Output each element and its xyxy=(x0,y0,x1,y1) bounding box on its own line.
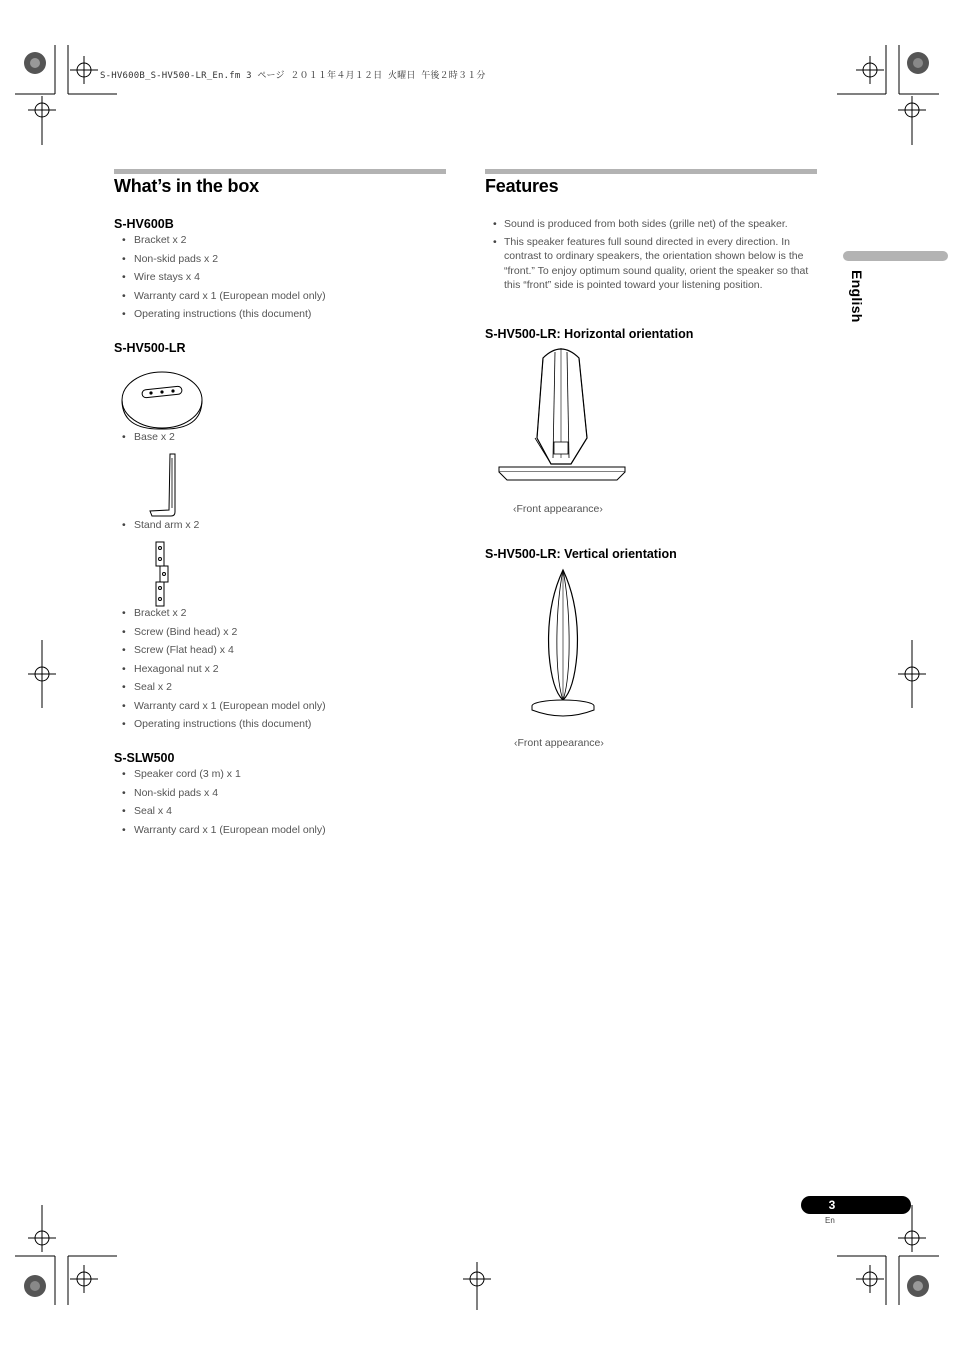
section-rule-left xyxy=(114,169,446,174)
horizontal-caption: ‹Front appearance› xyxy=(513,503,603,515)
s-slw500-heading: S-SLW500 xyxy=(114,751,175,765)
list-item: • Bracket x 2 xyxy=(114,604,326,623)
list-item: • Hexagonal nut x 2 xyxy=(114,660,326,679)
list-item: • Non-skid pads x 4 xyxy=(114,784,326,803)
horizontal-heading: S-HV500-LR: Horizontal orientation xyxy=(485,327,694,341)
file-header: S-HV600B_S-HV500-LR_En.fm 3 ページ ２０１１年４月１２日 火曜日 午後２時３１分 xyxy=(100,71,486,81)
page-language: En xyxy=(825,1216,835,1225)
feature-bullet: • This speaker features full sound directed in every direction. In contrast to ordinary speakers, the orientation shown below is the “front.” To enjoy optimum sound quality, orient the speaker so that this “front” side is pointed toward your listening position. xyxy=(485,235,819,293)
list-item: • Screw (Bind head) x 2 xyxy=(114,623,326,642)
language-tab-label: English xyxy=(849,270,865,323)
list-item: • Non-skid pads x 2 xyxy=(114,250,326,269)
s-hv600b-heading: S-HV600B xyxy=(114,217,174,231)
list-item: • Warranty card x 1 (European model only) xyxy=(114,697,326,716)
stand-arm-illustration xyxy=(144,452,184,520)
vertical-caption: ‹Front appearance› xyxy=(514,737,604,749)
features-title: Features xyxy=(485,176,559,196)
s-slw500-list xyxy=(114,765,326,839)
horizontal-speaker-illustration xyxy=(495,346,629,482)
list-item: • Bracket x 2 xyxy=(114,231,326,250)
bracket-illustration xyxy=(150,540,174,608)
vertical-speaker-illustration xyxy=(528,566,598,720)
page-number-badge xyxy=(801,1196,911,1214)
features-list xyxy=(485,217,819,296)
base-illustration xyxy=(118,360,206,432)
s-hv500lr-heading: S-HV500-LR xyxy=(114,341,186,355)
section-rule-right xyxy=(485,169,817,174)
s-hv600b-list xyxy=(114,231,326,324)
list-item: • Seal x 2 xyxy=(114,678,326,697)
list-item: • Speaker cord (3 m) x 1 xyxy=(114,765,326,784)
list-item: • Warranty card x 1 (European model only) xyxy=(114,287,326,306)
feature-bullet: • Sound is produced from both sides (grille net) of the speaker. xyxy=(485,217,819,232)
vertical-heading: S-HV500-LR: Vertical orientation xyxy=(485,547,677,561)
base-label: • Base x 2 xyxy=(114,428,175,447)
page-number: 3 xyxy=(828,1198,836,1212)
whats-in-box-title: What’s in the box xyxy=(114,176,259,196)
language-tab-bar xyxy=(843,251,948,261)
stand-arm-label: • Stand arm x 2 xyxy=(114,516,199,535)
s-hv500lr-list xyxy=(114,604,326,734)
list-item: • Wire stays x 4 xyxy=(114,268,326,287)
list-item: • Screw (Flat head) x 4 xyxy=(114,641,326,660)
list-item: • Seal x 4 xyxy=(114,802,326,821)
list-item: • Warranty card x 1 (European model only) xyxy=(114,821,326,840)
list-item: • Operating instructions (this document) xyxy=(114,305,326,324)
list-item: • Operating instructions (this document) xyxy=(114,715,326,734)
